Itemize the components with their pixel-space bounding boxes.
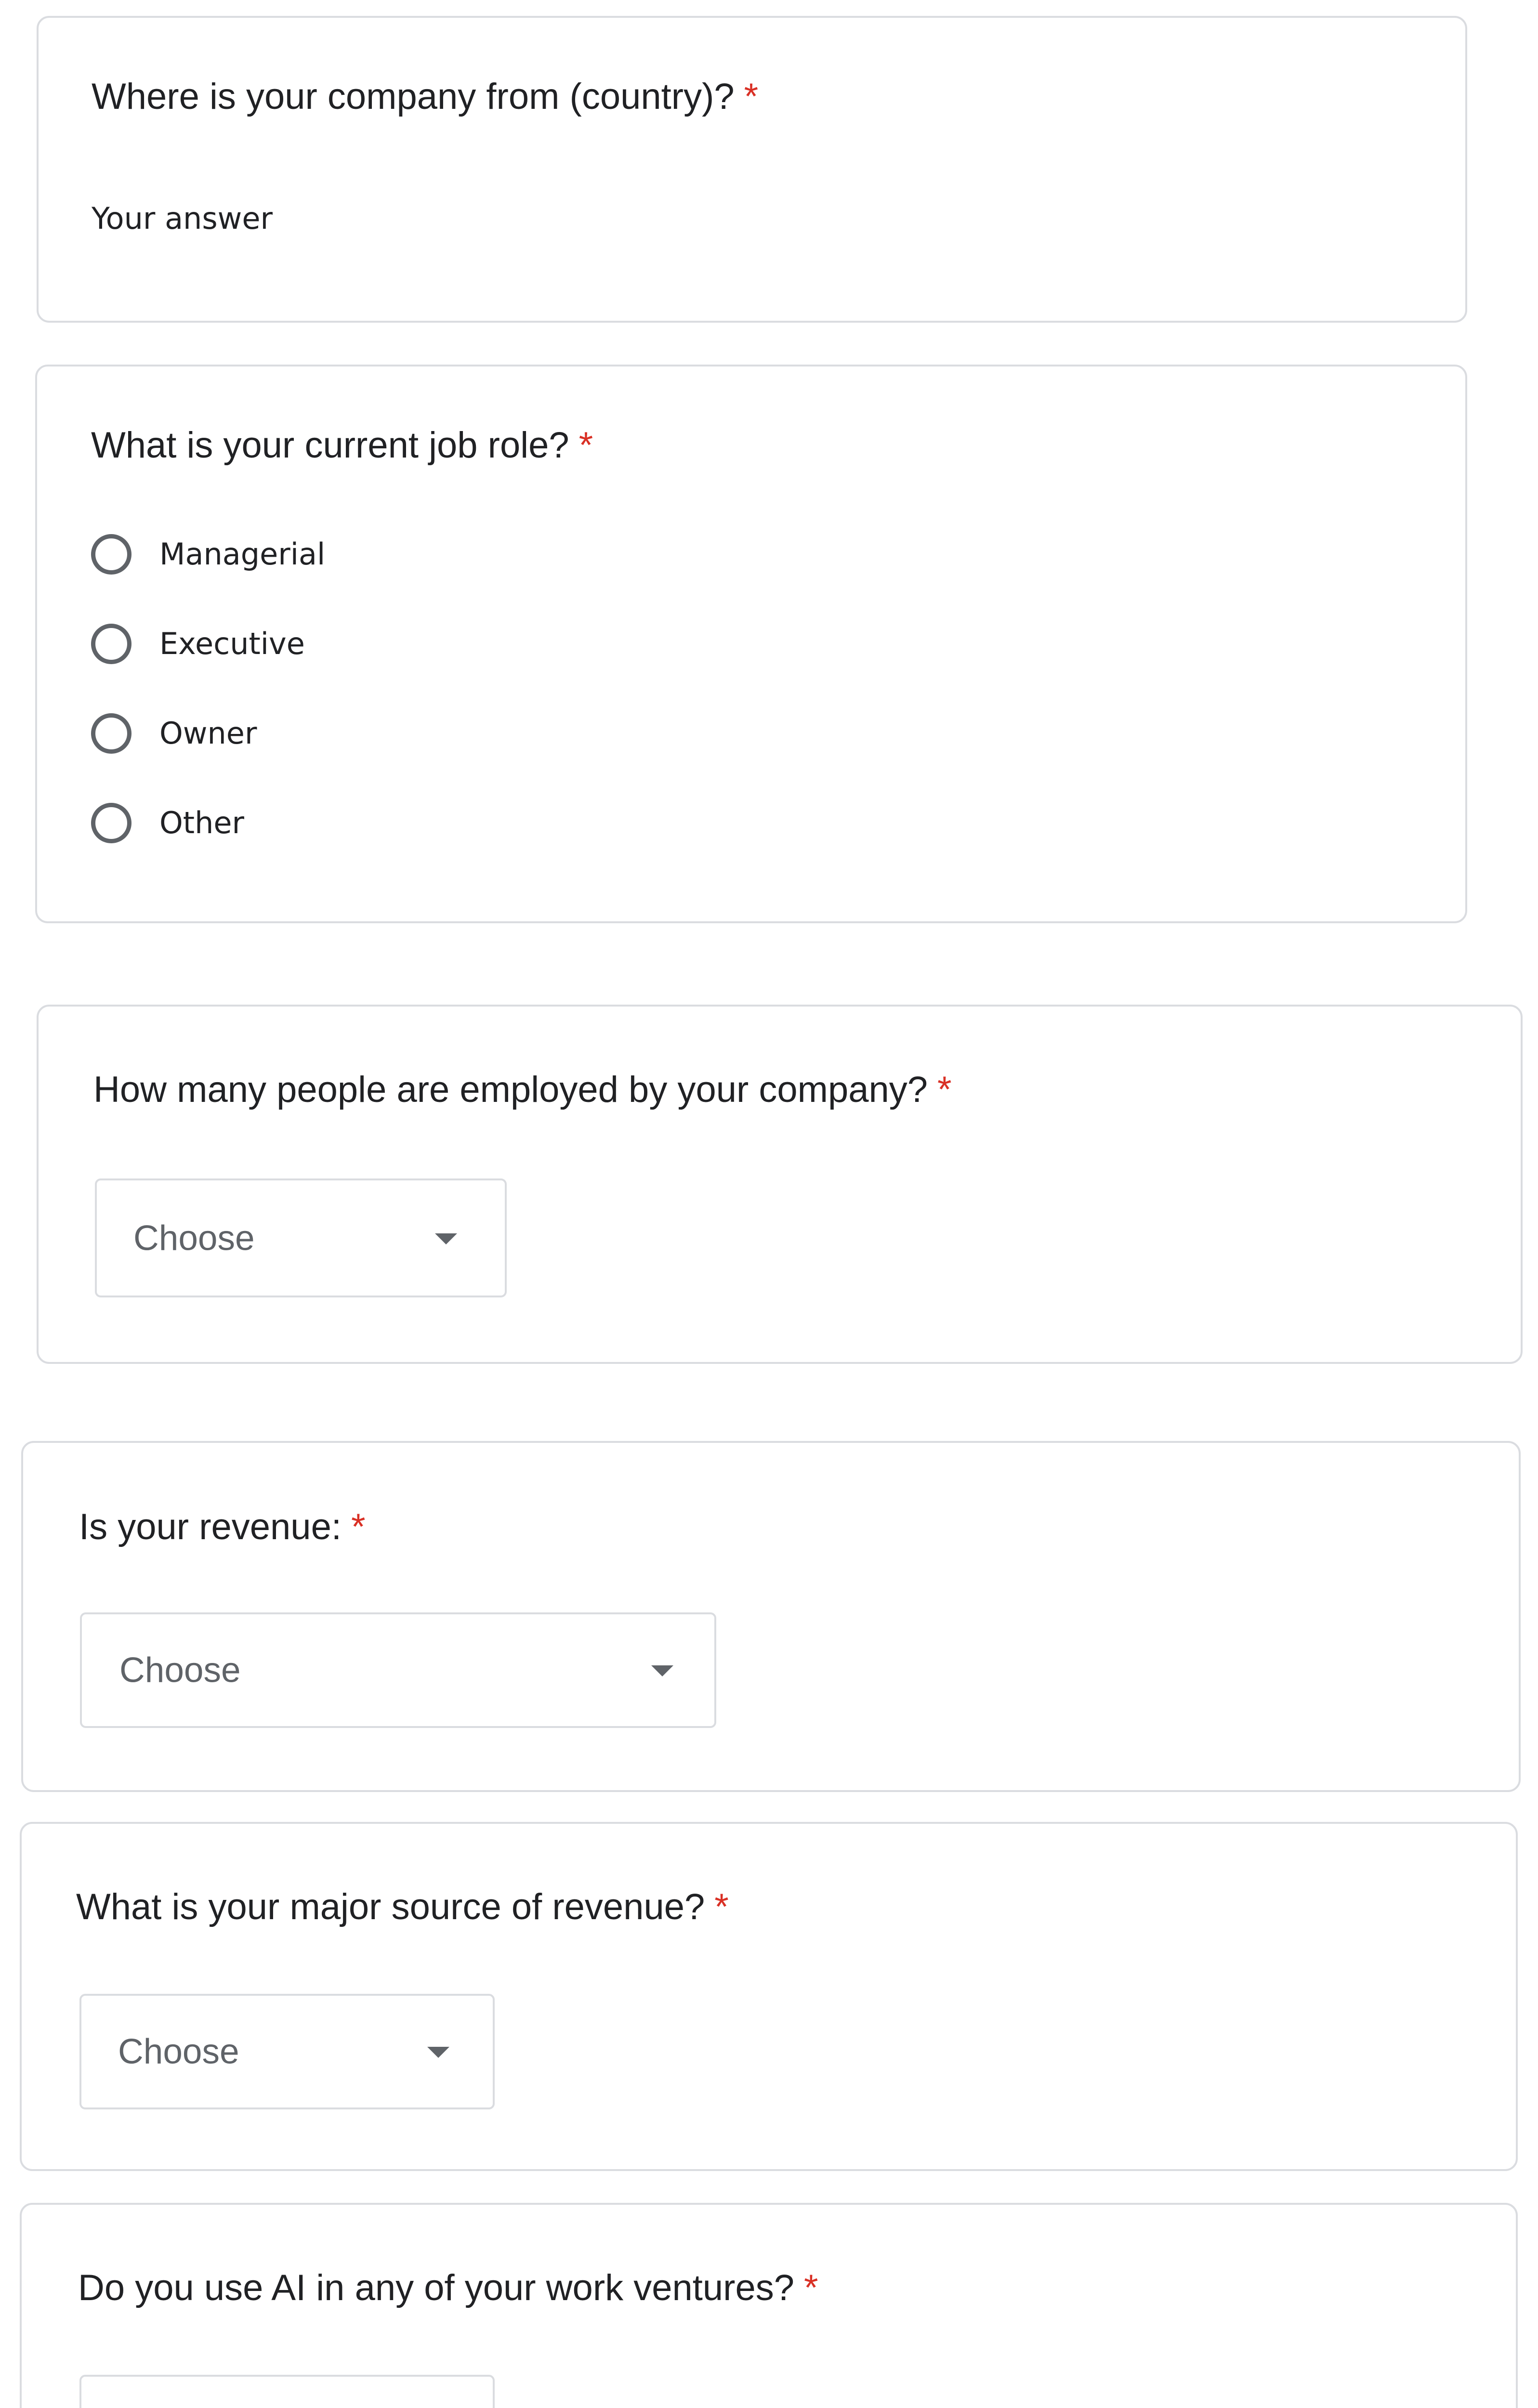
- question-card-ai-usage: [20, 2203, 1518, 2408]
- question-card-country: [37, 16, 1467, 323]
- radio-option-label: Other: [159, 805, 245, 840]
- required-asterisk: *: [714, 1886, 729, 1927]
- radio-button-icon[interactable]: [91, 534, 131, 575]
- question-card-employees: [37, 1005, 1523, 1364]
- question-text: Do you use AI in any of your work ventures?: [78, 2267, 795, 2308]
- question-card-revenue: [21, 1441, 1521, 1792]
- radio-option-managerial[interactable]: [91, 525, 325, 583]
- ai-usage-dropdown[interactable]: [79, 2375, 495, 2408]
- radio-button-icon[interactable]: [91, 713, 131, 754]
- question-title-employees: [93, 1069, 952, 1110]
- required-asterisk: *: [937, 1069, 952, 1110]
- radio-button-icon[interactable]: [91, 803, 131, 843]
- radio-option-label: Owner: [159, 716, 257, 751]
- required-asterisk: *: [578, 425, 593, 466]
- revenue-dropdown[interactable]: [80, 1612, 716, 1728]
- dropdown-selected-value: Choose: [133, 1218, 255, 1257]
- question-text: Is your revenue:: [79, 1506, 342, 1547]
- radio-option-label: Executive: [159, 626, 305, 661]
- chevron-down-icon: [651, 1665, 673, 1676]
- question-title-ai-usage: [78, 2267, 818, 2308]
- question-text: Where is your company from (country)?: [92, 76, 735, 117]
- question-title-revenue: [79, 1506, 366, 1547]
- radio-option-label: Managerial: [159, 537, 326, 572]
- question-title-job-role: [91, 427, 593, 464]
- revenue-source-dropdown[interactable]: [79, 1994, 495, 2109]
- dropdown-selected-value: Choose: [119, 1650, 241, 1690]
- employees-dropdown[interactable]: [95, 1178, 507, 1297]
- radio-option-executive[interactable]: [91, 615, 305, 673]
- required-asterisk: *: [744, 76, 759, 117]
- chevron-down-icon: [427, 2047, 449, 2058]
- question-title-revenue-source: [76, 1886, 729, 1927]
- country-answer-input[interactable]: Your answer: [92, 201, 273, 236]
- question-card-revenue-source: [20, 1822, 1518, 2171]
- question-text: What is your major source of revenue?: [76, 1886, 705, 1927]
- required-asterisk: *: [351, 1506, 366, 1547]
- required-asterisk: *: [804, 2267, 818, 2308]
- question-text: What is your current job role?: [91, 425, 569, 466]
- radio-button-icon[interactable]: [91, 624, 131, 664]
- question-text: How many people are employed by your company?: [93, 1069, 928, 1110]
- chevron-down-icon: [435, 1233, 457, 1244]
- radio-option-other[interactable]: [91, 794, 244, 852]
- question-card-job-role: [35, 365, 1467, 923]
- dropdown-selected-value: Choose: [118, 2032, 239, 2071]
- question-title-country: [92, 76, 759, 117]
- radio-option-owner[interactable]: [91, 705, 257, 762]
